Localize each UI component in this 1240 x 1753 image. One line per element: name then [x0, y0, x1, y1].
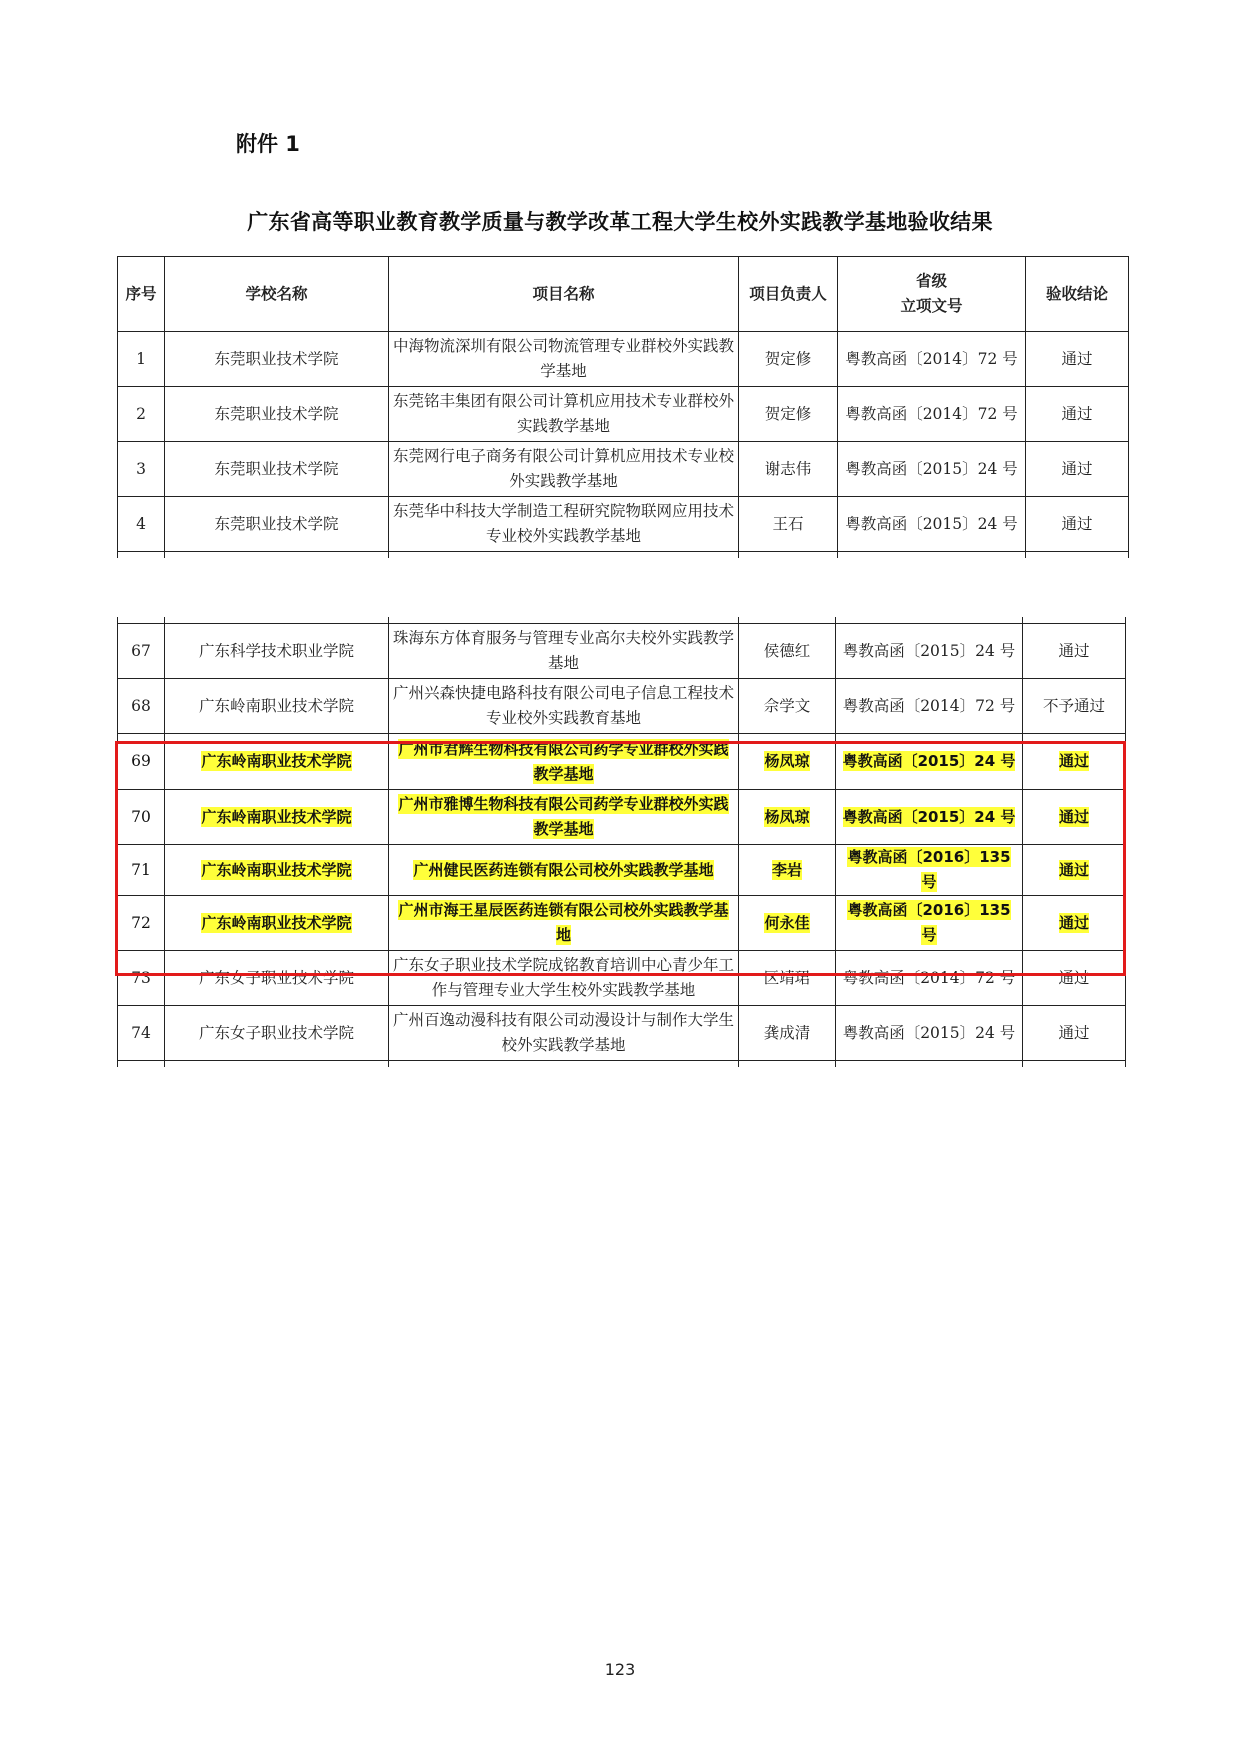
table-row — [118, 624, 1126, 679]
cell-seq-text: 73 — [131, 968, 151, 987]
cell-project-text: 东莞华中科技大学制造工程研究院物联网应用技术专业校外实践教学基地 — [393, 502, 735, 545]
cell-seq — [118, 442, 165, 497]
cell-result — [1023, 951, 1126, 1006]
cell-school — [165, 790, 389, 845]
cell-project-text: 珠海东方体育服务与管理专业高尔夫校外实践教学基地 — [393, 629, 735, 672]
cell-leader-text: 龚成清 — [763, 1023, 811, 1042]
table-row — [118, 790, 1126, 845]
cell-leader-text: 佘学文 — [763, 696, 811, 715]
cell-leader-text: 谢志伟 — [764, 459, 812, 478]
cell-result-text: 通过 — [1061, 349, 1093, 368]
table-row — [118, 734, 1126, 790]
cell-result — [1023, 896, 1126, 951]
cell-leader — [739, 679, 836, 734]
cell-leader — [739, 387, 838, 442]
cell-result — [1023, 679, 1126, 734]
cell-project — [389, 332, 739, 387]
cell-doc-text: 粤教高函〔2015〕24 号 — [842, 641, 1016, 660]
cell-result — [1026, 332, 1129, 387]
cell-leader-text: 贺定修 — [764, 404, 812, 423]
table-row — [118, 387, 1129, 442]
header-doc-line1: 省级 — [915, 272, 947, 290]
cell-leader-text: 侯德红 — [763, 641, 811, 660]
table-continuation — [118, 552, 1129, 559]
continuation-cell — [838, 552, 1026, 559]
cell-project-text: 广州兴森快捷电路科技有限公司电子信息工程技术专业校外实践教育基地 — [393, 684, 735, 727]
cell-leader — [739, 442, 838, 497]
cell-result-text: 通过 — [1058, 641, 1090, 660]
cell-school-text: 广东岭南职业技术学院 — [201, 807, 352, 826]
continuation-cell — [118, 1061, 165, 1068]
cell-leader — [739, 951, 836, 1006]
table-row — [118, 679, 1126, 734]
cell-project — [389, 679, 739, 734]
cell-school — [165, 896, 389, 951]
cell-result-text: 通过 — [1061, 514, 1093, 533]
cell-result-text: 通过 — [1061, 459, 1093, 478]
continuation-cell — [118, 552, 165, 559]
cell-seq-text: 68 — [131, 696, 151, 715]
cell-doc — [836, 896, 1023, 951]
table-row — [118, 497, 1129, 552]
results-table-bottom — [117, 617, 1126, 1067]
cell-school-text: 东莞职业技术学院 — [214, 459, 339, 478]
cell-school-text: 广东女子职业技术学院 — [198, 1023, 354, 1042]
cell-doc — [836, 734, 1023, 790]
cell-result-text: 通过 — [1058, 968, 1090, 987]
cell-doc — [838, 387, 1026, 442]
cell-project — [389, 624, 739, 679]
cell-seq — [118, 332, 165, 387]
cell-seq-text: 3 — [136, 459, 146, 478]
cell-result-text: 通过 — [1058, 913, 1089, 932]
cell-project — [389, 734, 739, 790]
table-row — [118, 896, 1126, 951]
cell-doc-text: 粤教高函〔2015〕24 号 — [842, 1023, 1016, 1042]
cell-seq — [118, 1006, 165, 1061]
cell-leader-text: 何永佳 — [764, 913, 810, 932]
cell-school-text: 广东岭南职业技术学院 — [201, 913, 352, 932]
cell-result — [1023, 734, 1126, 790]
table-row — [118, 1006, 1126, 1061]
cell-project — [389, 1006, 739, 1061]
cell-school — [165, 1006, 389, 1061]
cell-project-text: 广州市君辉生物科技有限公司药学专业群校外实践教学基地 — [398, 739, 729, 783]
cell-school — [165, 679, 389, 734]
cell-school-text: 广东岭南职业技术学院 — [198, 696, 354, 715]
cell-result-text: 不予通过 — [1042, 696, 1105, 715]
table-row — [118, 951, 1126, 1006]
cell-doc-text: 粤教高函〔2015〕24 号 — [842, 752, 1016, 770]
cell-doc-text: 粤教高函〔2014〕72 号 — [845, 404, 1018, 423]
cell-school — [165, 442, 389, 497]
cell-seq-text: 2 — [136, 404, 146, 423]
cell-doc-text: 粤教高函〔2014〕72 号 — [842, 696, 1016, 715]
cell-school-text: 东莞职业技术学院 — [214, 349, 339, 368]
cell-project-text: 广东女子职业技术学院成铭教育培训中心青少年工作与管理专业大学生校外实践教学基地 — [393, 956, 735, 999]
cell-school — [165, 734, 389, 790]
cell-doc — [836, 624, 1023, 679]
cell-doc-text: 粤教高函〔2015〕24 号 — [842, 807, 1016, 826]
table-row — [118, 332, 1129, 387]
cell-seq — [118, 845, 165, 896]
header-doc-line2: 立项文号 — [900, 297, 963, 315]
cell-seq-text: 74 — [131, 1023, 151, 1042]
cell-result — [1026, 387, 1129, 442]
cell-school — [165, 845, 389, 896]
cell-project — [389, 951, 739, 1006]
cell-school — [165, 387, 389, 442]
cell-doc — [838, 442, 1026, 497]
cell-school-text: 广东女子职业技术学院 — [198, 968, 354, 987]
continuation-cell — [165, 1061, 389, 1068]
cell-leader-text: 杨凤琼 — [764, 752, 810, 770]
header-project: 项目名称 — [389, 257, 739, 332]
cell-leader — [739, 734, 836, 790]
cell-result — [1026, 497, 1129, 552]
table-row — [118, 845, 1126, 896]
table-continuation — [118, 1061, 1126, 1068]
cell-doc-text: 粤教高函〔2015〕24 号 — [845, 514, 1018, 533]
table-row — [118, 442, 1129, 497]
cell-result-text: 通过 — [1058, 807, 1089, 826]
cell-doc — [836, 1006, 1023, 1061]
header-result: 验收结论 — [1026, 257, 1129, 332]
cell-seq — [118, 734, 165, 790]
cell-project — [389, 896, 739, 951]
cell-result-text: 通过 — [1058, 752, 1089, 770]
cell-seq-text: 71 — [131, 860, 151, 879]
cell-doc-text: 粤教高函〔2014〕72 号 — [845, 349, 1018, 368]
cell-seq — [118, 679, 165, 734]
cell-result-text: 通过 — [1058, 1023, 1090, 1042]
attachment-label: 附件 1 — [236, 132, 300, 156]
cell-doc-text: 粤教高函〔2015〕24 号 — [845, 459, 1018, 478]
cell-school — [165, 624, 389, 679]
cell-seq-text: 4 — [136, 514, 146, 533]
cell-result — [1026, 442, 1129, 497]
cell-doc — [836, 951, 1023, 1006]
cell-leader-text: 李岩 — [771, 860, 802, 879]
cell-leader — [739, 624, 836, 679]
header-doc — [838, 257, 1026, 332]
cell-result — [1023, 624, 1126, 679]
cell-leader-text: 区靖珺 — [763, 968, 811, 987]
cell-result-text: 通过 — [1058, 860, 1089, 879]
cell-project-text: 广州市海王星辰医药连锁有限公司校外实践教学基地 — [398, 901, 729, 944]
cell-school — [165, 497, 389, 552]
cell-doc — [836, 845, 1023, 896]
cell-leader — [739, 896, 836, 951]
continuation-cell — [1023, 1061, 1126, 1068]
continuation-cell — [836, 1061, 1023, 1068]
cell-leader — [739, 497, 838, 552]
cell-seq — [118, 896, 165, 951]
cell-doc — [836, 790, 1023, 845]
cell-project-text: 东莞铭丰集团有限公司计算机应用技术专业群校外实践教学基地 — [393, 392, 735, 435]
cell-project — [389, 497, 739, 552]
header-seq: 序号 — [118, 257, 165, 332]
cell-seq — [118, 790, 165, 845]
cell-doc-text: 粤教高函〔2016〕135 号 — [847, 901, 1011, 944]
cell-result — [1023, 1006, 1126, 1061]
cell-doc — [838, 497, 1026, 552]
cell-project-text: 广州市雅博生物科技有限公司药学专业群校外实践教学基地 — [398, 795, 729, 838]
cell-seq-text: 72 — [131, 913, 151, 932]
cell-seq-text: 1 — [136, 349, 146, 368]
continuation-cell — [739, 1061, 836, 1068]
cell-seq-text: 70 — [131, 807, 151, 826]
document-title: 广东省高等职业教育教学质量与教学改革工程大学生校外实践教学基地验收结果 — [247, 210, 993, 234]
cell-leader — [739, 1006, 836, 1061]
header-leader: 项目负责人 — [739, 257, 838, 332]
cell-seq — [118, 497, 165, 552]
continuation-cell — [1026, 552, 1129, 559]
cell-seq — [118, 624, 165, 679]
cell-doc-text: 粤教高函〔2014〕72 号 — [842, 968, 1016, 987]
header-school: 学校名称 — [165, 257, 389, 332]
cell-project-text: 中海物流深圳有限公司物流管理专业群校外实践教学基地 — [393, 337, 735, 380]
cell-school-text: 广东岭南职业技术学院 — [201, 752, 352, 770]
cell-leader-text: 王石 — [772, 514, 804, 533]
cell-result-text: 通过 — [1061, 404, 1093, 423]
cell-project — [389, 790, 739, 845]
cell-project — [389, 442, 739, 497]
cell-school-text: 广东岭南职业技术学院 — [201, 860, 352, 879]
cell-leader-text: 杨凤琼 — [764, 807, 810, 826]
cell-school — [165, 332, 389, 387]
cell-result — [1023, 790, 1126, 845]
cell-project-text: 东莞网行电子商务有限公司计算机应用技术专业校外实践教学基地 — [393, 447, 735, 490]
cell-seq — [118, 387, 165, 442]
cell-leader — [739, 845, 836, 896]
cell-leader — [739, 790, 836, 845]
cell-result — [1023, 845, 1126, 896]
cell-project — [389, 845, 739, 896]
cell-seq-text: 67 — [131, 641, 151, 660]
cell-project-text: 广州健民医药连锁有限公司校外实践教学基地 — [413, 860, 714, 879]
cell-school-text: 广东科学技术职业学院 — [198, 641, 354, 660]
cell-doc — [838, 332, 1026, 387]
continuation-cell — [389, 552, 739, 559]
cell-project-text: 广州百逸动漫科技有限公司动漫设计与制作大学生校外实践教学基地 — [393, 1011, 735, 1054]
continuation-cell — [165, 552, 389, 559]
cell-school — [165, 951, 389, 1006]
cell-project — [389, 387, 739, 442]
cell-leader-text: 贺定修 — [764, 349, 812, 368]
cell-doc-text: 粤教高函〔2016〕135 号 — [847, 848, 1011, 891]
cell-seq — [118, 951, 165, 1006]
continuation-cell — [739, 552, 838, 559]
cell-seq-text: 69 — [131, 752, 151, 770]
cell-leader — [739, 332, 838, 387]
cell-school-text: 东莞职业技术学院 — [214, 404, 339, 423]
page-number: 123 — [604, 1660, 636, 1679]
cell-school-text: 东莞职业技术学院 — [214, 514, 339, 533]
cell-doc — [836, 679, 1023, 734]
results-table-top — [117, 256, 1129, 558]
continuation-cell — [389, 1061, 739, 1068]
